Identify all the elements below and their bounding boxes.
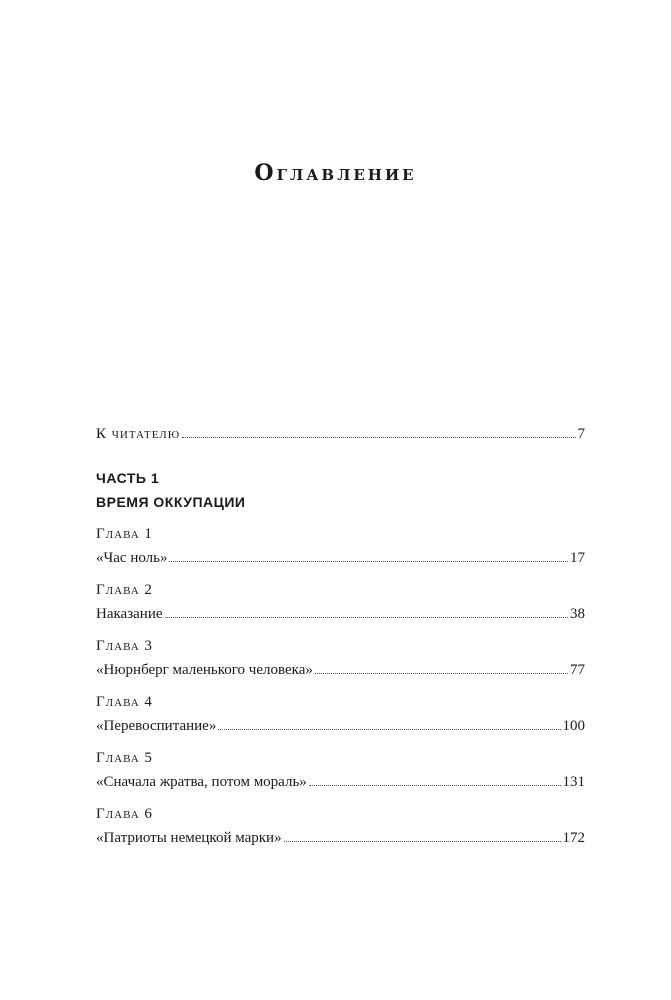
- toc-entry-page: 131: [562, 774, 585, 790]
- chapter-label: Глава 5: [96, 750, 153, 766]
- toc-entry-page: 7: [577, 426, 585, 442]
- dot-leader: [182, 436, 575, 438]
- dot-leader: [218, 728, 560, 730]
- chapter-label: Глава 3: [96, 638, 153, 654]
- toc-entry-page: 17: [570, 550, 585, 566]
- toc-entry-page: 38: [570, 606, 585, 622]
- chapter-label: Глава 4: [96, 694, 153, 710]
- chapter-label: Глава 1: [96, 526, 153, 542]
- toc-entry-page: 100: [562, 718, 585, 734]
- toc-entry-chapter-2[interactable]: [96, 606, 585, 626]
- part-label: ЧАСТЬ 1: [96, 470, 160, 486]
- dot-leader: [309, 784, 561, 786]
- toc-entry-title: «Нюрнберг маленького человека»: [96, 662, 313, 678]
- toc-entry-title: «Патриоты немецкой марки»: [96, 830, 282, 846]
- toc-entry-title: Наказание: [96, 606, 163, 622]
- toc-entry-chapter-5[interactable]: [96, 774, 585, 794]
- dot-leader: [284, 840, 561, 842]
- toc-entry-page: 172: [562, 830, 585, 846]
- dot-leader: [169, 560, 568, 562]
- dot-leader: [165, 616, 568, 618]
- toc-entry-title: «Час ноль»: [96, 550, 168, 566]
- toc-entry-title: «Сначала жратва, потом мораль»: [96, 774, 307, 790]
- part-title: ВРЕМЯ ОККУПАЦИИ: [96, 494, 246, 510]
- toc-entry-page: 77: [570, 662, 585, 678]
- toc-entry-chapter-6[interactable]: [96, 830, 585, 850]
- toc-entry-chapter-3[interactable]: [96, 662, 585, 682]
- toc-heading: Оглавление: [254, 160, 417, 186]
- toc-entry-title: «Перевоспитание»: [96, 718, 217, 734]
- toc-entry-intro[interactable]: [96, 426, 585, 446]
- chapter-label: Глава 6: [96, 806, 153, 822]
- dot-leader: [315, 672, 568, 674]
- chapter-label: Глава 2: [96, 582, 153, 598]
- toc-entry-chapter-1[interactable]: [96, 550, 585, 570]
- toc-entry-title: К читателю: [96, 426, 181, 442]
- toc-entry-chapter-4[interactable]: [96, 718, 585, 738]
